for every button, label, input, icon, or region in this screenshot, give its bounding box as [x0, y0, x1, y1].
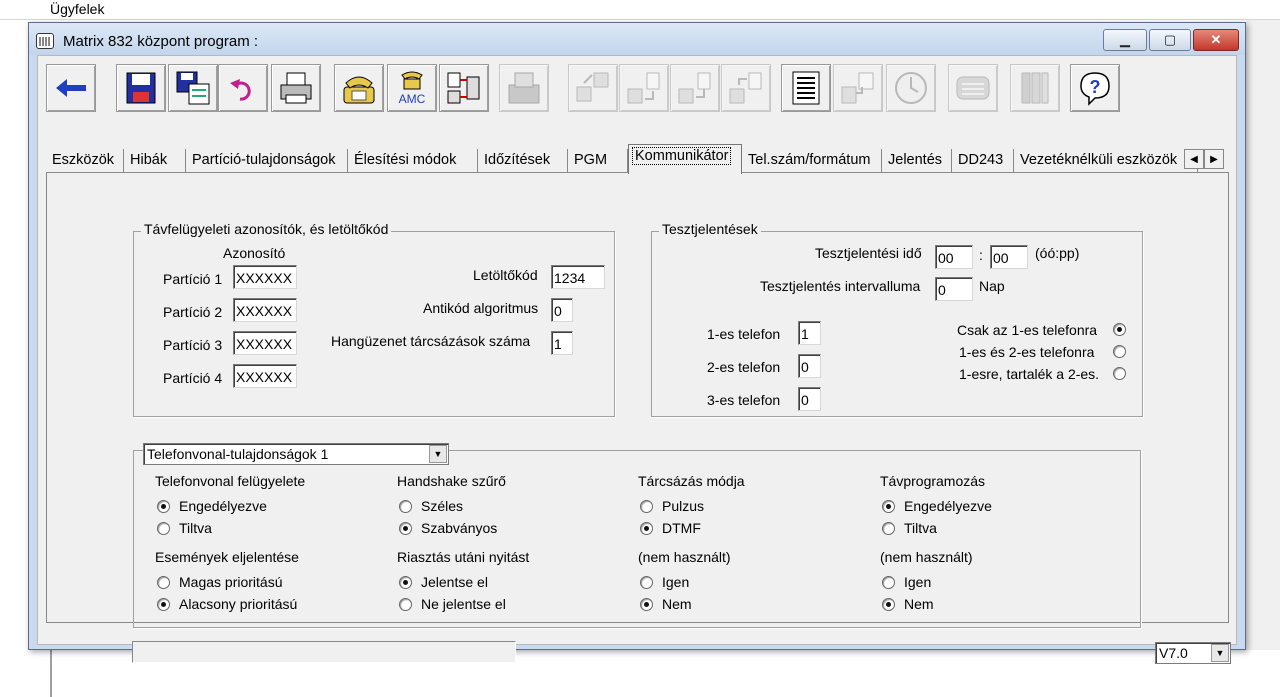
voice-dials-label: Hangüzenet tárcsázások száma [331, 333, 531, 349]
chevron-down-icon: ▼ [433, 449, 443, 459]
line-section-4-option-1-label: Engedélyezve [904, 498, 992, 514]
document-list-button[interactable] [781, 64, 831, 112]
version-select[interactable] [1155, 642, 1231, 664]
sync-icon [839, 69, 877, 107]
line-section-3-option-2-radio[interactable] [640, 522, 653, 535]
phone-1-input[interactable]: 1 [798, 321, 821, 345]
help-button[interactable] [1070, 64, 1120, 112]
interval-unit-label: Nap [979, 278, 1005, 294]
tab-label: Hibák [130, 152, 168, 168]
maximize-icon: ▢ [1163, 32, 1177, 47]
background-panel [1246, 20, 1280, 650]
status-bar-panel [132, 641, 516, 663]
time-format-hint: (óó:pp) [1035, 245, 1080, 261]
line-section-2-option-1-radio[interactable] [399, 500, 412, 513]
app-calculator-icon [36, 33, 54, 49]
modem-connect-icon [445, 69, 483, 107]
test-option-2-label: 1-es és 2-es telefonra [959, 344, 1095, 360]
line-section-4-option-1-radio[interactable] [882, 500, 895, 513]
line-section-6-title: Riasztás utáni nyitást [397, 549, 530, 565]
line-section-2-title: Handshake szűrő [397, 473, 506, 489]
tab-6[interactable] [568, 149, 628, 173]
client-area [37, 55, 1237, 661]
menu-item-ugyfelek[interactable]: Ügyfelek [50, 1, 105, 17]
background-divider [50, 650, 52, 697]
binders-button [1010, 64, 1060, 112]
partition-3-label: Partíció 3 [163, 337, 223, 353]
line-section-6-option-2-radio[interactable] [399, 598, 412, 611]
send-button [721, 64, 771, 112]
tab-11[interactable] [1014, 149, 1198, 173]
close-button[interactable] [1193, 29, 1239, 51]
main-window [28, 22, 1246, 661]
transfer-icon [574, 69, 612, 107]
telephone-icon [340, 69, 378, 107]
transfer-button [568, 64, 618, 112]
tab-10[interactable] [952, 149, 1014, 173]
test-interval-input[interactable]: 0 [935, 277, 973, 301]
document-list-icon [787, 69, 825, 107]
help-icon [1076, 69, 1114, 107]
window-title: Matrix 832 központ program : [63, 33, 259, 50]
line-section-4-option-2-radio[interactable] [882, 522, 895, 535]
line-section-6-option-1-radio[interactable] [399, 576, 412, 589]
partition-1-id-input[interactable]: XXXXXX [233, 265, 297, 289]
line-section-8-title: (nem használt) [880, 549, 973, 565]
phone-1-label: 1-es telefon [707, 326, 781, 342]
line-section-3-option-1-label: Pulzus [662, 498, 705, 514]
tab-label: Eszközök [52, 152, 115, 168]
test-option-1-radio[interactable] [1113, 323, 1126, 336]
kommunikator-panel [46, 173, 1229, 623]
minimize-icon: ▁ [1120, 32, 1130, 47]
tab-label: Jelentés [888, 152, 943, 168]
binders-icon [1016, 69, 1054, 107]
sync-button [833, 64, 883, 112]
line-section-7-option-2-radio[interactable] [640, 598, 653, 611]
tab-1[interactable] [46, 149, 124, 173]
maximize-button[interactable] [1149, 29, 1191, 51]
line-section-4-title: Távprogramozás [880, 473, 986, 489]
line-section-2-option-2-radio[interactable] [399, 522, 412, 535]
voice-dials-input[interactable]: 1 [551, 331, 573, 355]
minimize-button[interactable] [1103, 29, 1147, 51]
tab-scroll-right-button[interactable] [1204, 149, 1224, 169]
download-icon [625, 69, 663, 107]
tab-label: Partíció-tulajdonságok [192, 152, 336, 168]
line-properties-select[interactable] [143, 443, 449, 465]
line-section-2-option-2-label: Szabványos [421, 520, 498, 536]
chevron-down-icon: ▼ [1215, 648, 1225, 658]
download-button [619, 64, 669, 112]
line-section-2-option-1-label: Széles [421, 498, 464, 514]
save-disk-icon [122, 69, 160, 107]
line-section-6-option-2-label: Ne jelentse el [421, 596, 506, 612]
time-separator: : [979, 247, 983, 263]
ids-group [133, 231, 615, 417]
version-dropdown-button[interactable] [1211, 644, 1229, 662]
ids-group-title: Távfelügyeleti azonosítók, és letöltőkód [141, 221, 391, 237]
tab-4[interactable] [348, 149, 478, 173]
test-option-2-radio[interactable] [1113, 345, 1126, 358]
line-section-1-option-2-radio[interactable] [157, 522, 170, 535]
upload-icon [676, 69, 714, 107]
line-section-8-option-2-radio[interactable] [882, 598, 895, 611]
partition-2-label: Partíció 2 [163, 304, 223, 320]
triangle-right-icon: ▶ [1210, 153, 1218, 165]
line-section-3-option-1-radio[interactable] [640, 500, 653, 513]
line-section-5-option-1-radio[interactable] [157, 576, 170, 589]
test-interval-label: Tesztjelentés intervalluma [760, 278, 921, 294]
svg-text:?: ? [1089, 77, 1101, 97]
save-disk-button[interactable] [116, 64, 166, 112]
close-icon: ✕ [1210, 32, 1222, 47]
phone-2-label: 2-es telefon [707, 359, 781, 375]
phone-3-label: 3-es telefon [707, 392, 781, 408]
line-section-4-option-2-label: Tiltva [904, 520, 937, 536]
tab-label: Élesítési módok [354, 152, 457, 168]
line-section-5-title: Események eljelentése [155, 549, 299, 565]
partition-4-label: Partíció 4 [163, 370, 223, 386]
clock-icon [892, 69, 930, 107]
test-time-label: Tesztjelentési idő [815, 245, 922, 261]
tab-label: Vezetéknélküli eszközök [1020, 152, 1178, 168]
tab-label: PGM [574, 152, 608, 168]
tab-strip [46, 149, 1186, 173]
line-section-5-option-2-label: Alacsony prioritású [179, 596, 298, 612]
version-value: V7.0 [1159, 645, 1188, 661]
line-section-8-option-1-label: Igen [904, 574, 932, 590]
tab-9[interactable] [882, 149, 952, 173]
tab-label: Tel.szám/formátum [748, 152, 871, 168]
tab-8[interactable] [742, 149, 882, 173]
line-section-3-option-2-label: DTMF [662, 520, 701, 536]
line-section-8-option-1-radio[interactable] [882, 576, 895, 589]
line-section-8-option-2-label: Nem [904, 596, 934, 612]
printer-button[interactable] [271, 64, 321, 112]
tab-2[interactable] [124, 149, 186, 173]
tab-label: DD243 [958, 152, 1004, 168]
fax-button [499, 64, 549, 112]
svg-text:AMC: AMC [398, 92, 426, 106]
line-section-1-option-1-label: Engedélyezve [179, 498, 267, 514]
upload-button [670, 64, 720, 112]
clock-button [886, 64, 936, 112]
test-reports-group-title: Tesztjelentések [659, 221, 761, 237]
save-as-button[interactable] [168, 64, 218, 112]
line-section-1-option-2-label: Tiltva [179, 520, 212, 536]
keypad-button [948, 64, 998, 112]
line-section-6-option-1-label: Jelentse el [421, 574, 488, 590]
fax-icon [505, 69, 543, 107]
tab-7[interactable] [628, 144, 742, 174]
download-code-input[interactable]: 1234 [551, 265, 605, 289]
partition-2-id-input[interactable]: XXXXXX [233, 298, 297, 322]
partition-1-label: Partíció 1 [163, 271, 223, 287]
printer-icon [277, 69, 315, 107]
line-section-7-title: (nem használt) [638, 549, 731, 565]
tab-scroll-left-button[interactable] [1184, 149, 1204, 169]
back-arrow-button[interactable] [46, 64, 96, 112]
test-time-minute-input[interactable]: 00 [990, 245, 1028, 269]
test-time-hour-input[interactable]: 00 [935, 245, 973, 269]
line-section-1-option-1-radio[interactable] [157, 500, 170, 513]
partition-3-id-input[interactable]: XXXXXX [233, 331, 297, 355]
tab-label: Kommunikátor [635, 148, 729, 164]
id-column-header: Azonosító [223, 245, 286, 261]
keypad-icon [954, 69, 992, 107]
modem-connect-button[interactable] [439, 64, 489, 112]
test-option-1-label: Csak az 1-es telefonra [957, 322, 1098, 338]
tab-3[interactable] [186, 149, 348, 173]
line-section-7-option-1-label: Igen [662, 574, 690, 590]
telephone-button[interactable] [334, 64, 384, 112]
line-section-7-option-1-radio[interactable] [640, 576, 653, 589]
triangle-left-icon: ◀ [1190, 153, 1198, 165]
line-section-5-option-1-label: Magas prioritású [179, 574, 283, 590]
tab-label: Időzítések [484, 152, 551, 168]
amc-phone-icon [393, 69, 431, 107]
line-section-7-option-2-label: Nem [662, 596, 692, 612]
tab-5[interactable] [478, 149, 568, 173]
amc-phone-button[interactable] [387, 64, 437, 112]
send-icon [727, 69, 765, 107]
line-section-1-title: Telefonvonal felügyelete [155, 473, 306, 489]
partition-4-id-input[interactable]: XXXXXX [233, 364, 297, 388]
dropdown-arrow-button[interactable] [429, 445, 447, 463]
line-section-3-title: Tárcsázás módja [638, 473, 745, 489]
phone-3-input[interactable]: 0 [798, 387, 821, 411]
title-bar[interactable] [29, 23, 1245, 55]
undo-icon [224, 69, 262, 107]
phone-2-input[interactable]: 0 [798, 354, 821, 378]
background-menubar [0, 0, 1280, 20]
line-properties-selected: Telefonvonal-tulajdonságok 1 [147, 446, 329, 462]
save-as-icon [174, 69, 212, 107]
test-option-3-label: 1-esre, tartalék a 2-es. [959, 366, 1100, 382]
download-code-label: Letöltőkód [473, 267, 538, 283]
anticode-label: Antikód algoritmus [423, 300, 539, 316]
test-option-3-radio[interactable] [1113, 367, 1126, 380]
undo-button[interactable] [218, 64, 268, 112]
anticode-input[interactable]: 0 [551, 298, 573, 322]
line-section-5-option-2-radio[interactable] [157, 598, 170, 611]
back-arrow-icon [52, 69, 90, 107]
